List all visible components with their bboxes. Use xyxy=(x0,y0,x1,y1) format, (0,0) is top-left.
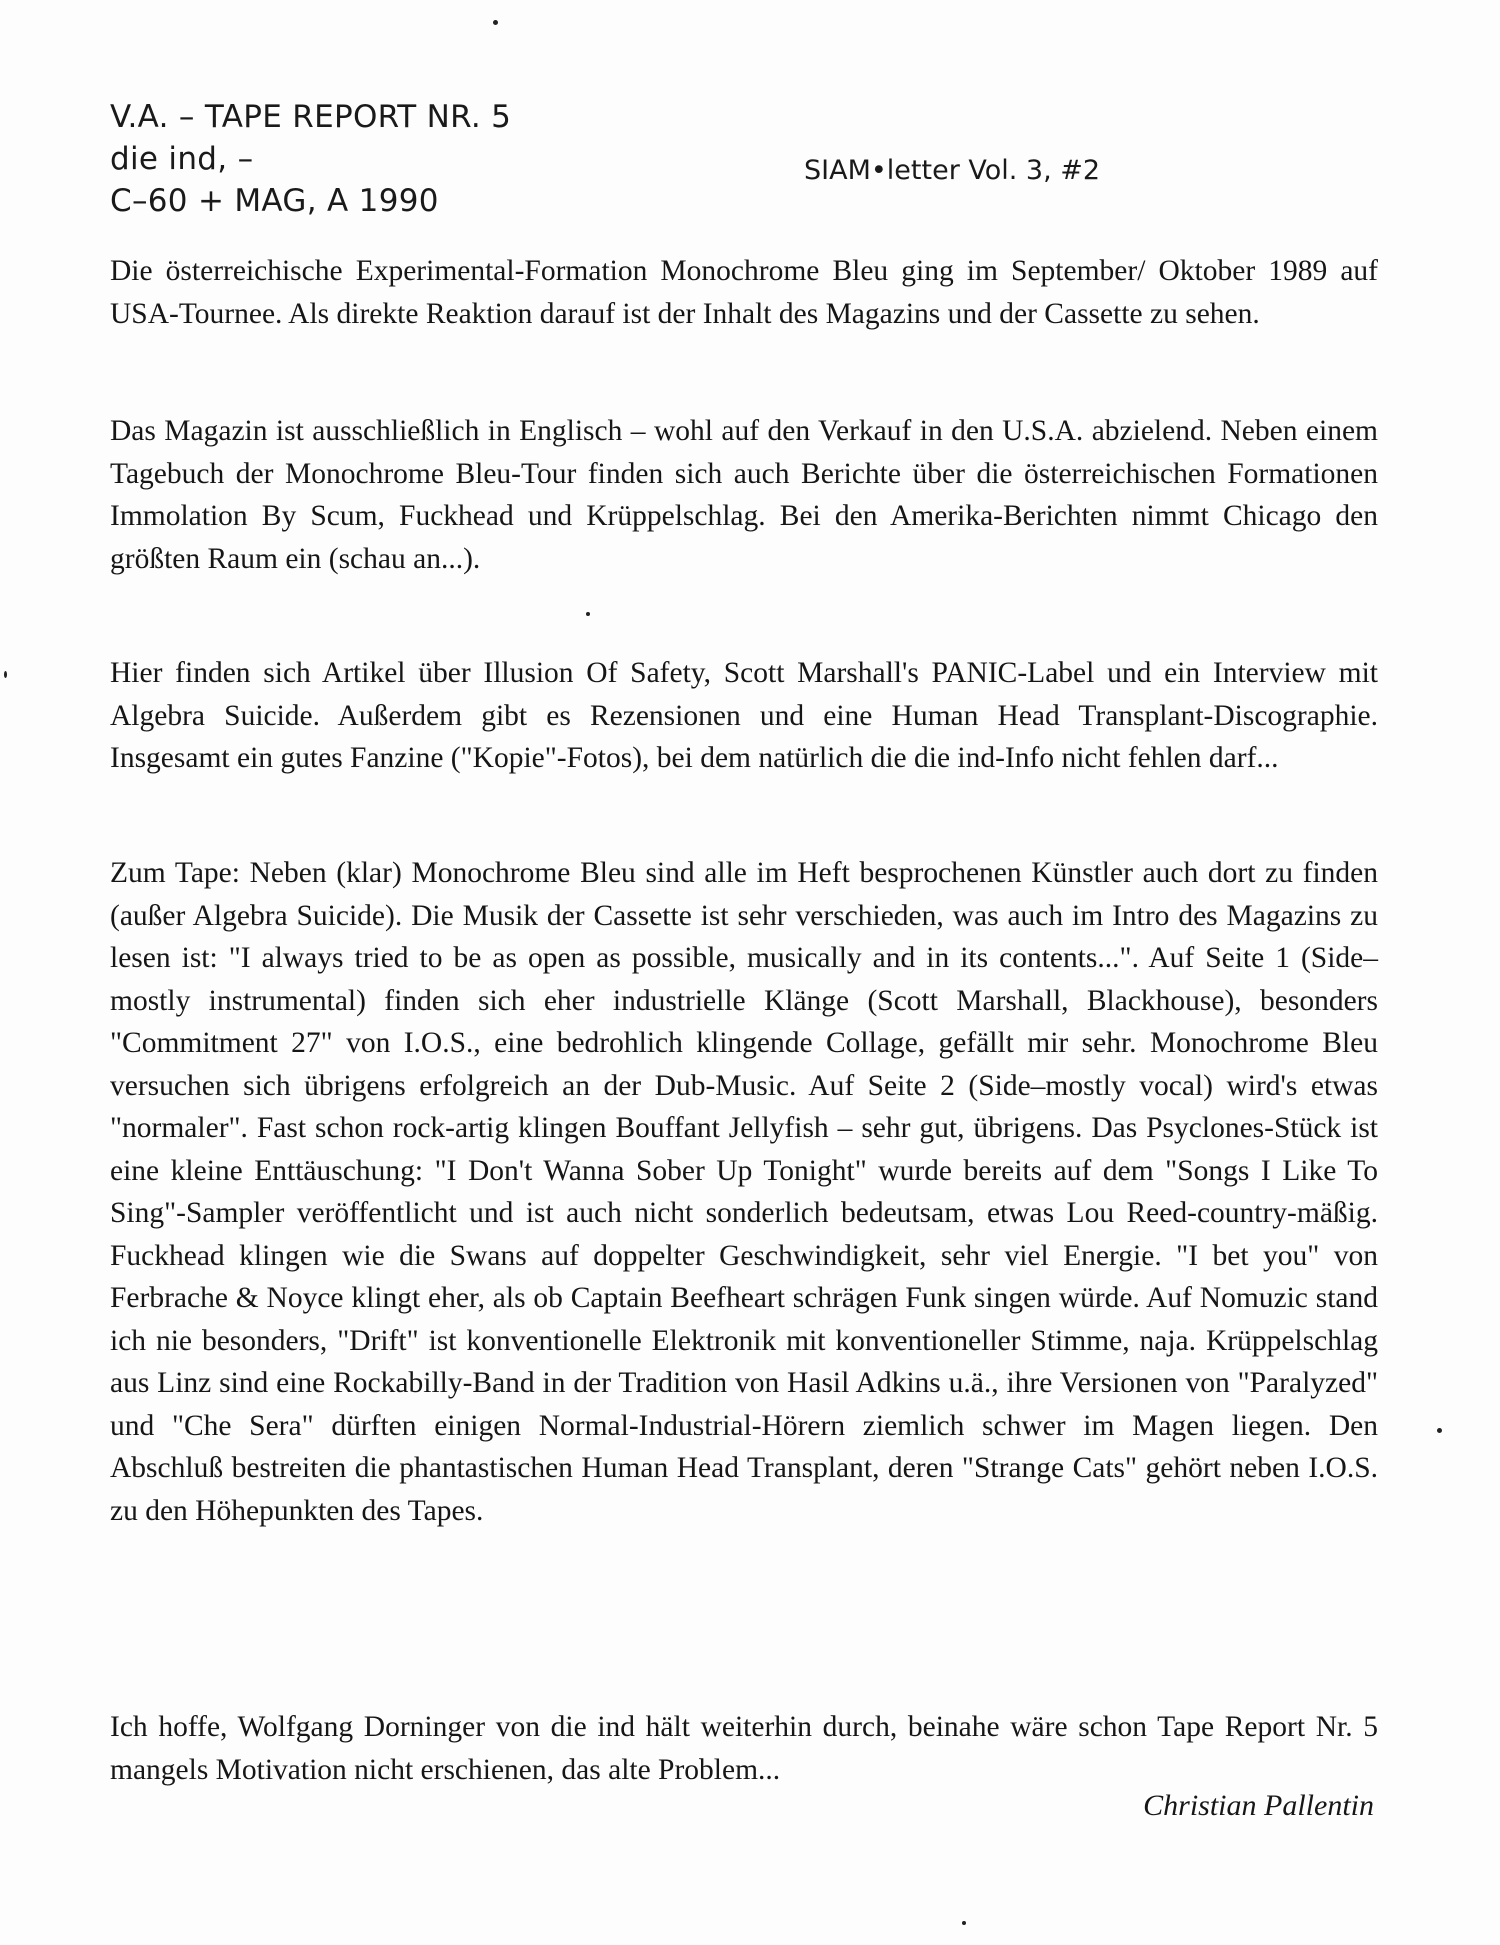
paragraph-intro: Die österreichische Experimental-Formation Monochrome Bleu ging im September/ Oktober 1989 auf USA-Tournee. Als direkte Reaktion darauf ist der Inhalt des Magazins und der Cassette zu sehen. xyxy=(110,255,1378,330)
review-format: C–60 + MAG, A 1990 xyxy=(110,183,439,219)
dust-speck xyxy=(4,671,7,678)
dust-speck xyxy=(962,1921,966,1925)
dust-speck xyxy=(586,612,590,616)
paragraph-closing: Ich hoffe, Wolfgang Dorninger von die ind hält weiterhin durch, beinahe wäre schon Tape Report Nr. 5 mangels Motivation nicht erschienen, das alte Problem... xyxy=(110,1711,1378,1786)
paragraph-magazine: Das Magazin ist ausschließlich in Englisch – wohl auf den Verkauf in den U.S.A. abzielend. Neben einem Tagebuch der Monochrome Bleu-Tour finden sich auch Berichte über die österreichischen Formationen Immolation By Scum, Fuckhead und Krüppelschlag. Bei den Amerika-Berichten nimmt Chicago den größten Raum ein (schau an...). xyxy=(110,415,1378,575)
review-label: die ind, – xyxy=(110,141,254,177)
author-signature: Christian Pallentin xyxy=(1143,1789,1374,1822)
paragraph-tape: Zum Tape: Neben (klar) Monochrome Bleu sind alle im Heft besprochenen Künstler auch dort zu finden (außer Algebra Suicide). Die Musik der Cassette ist sehr verschieden, was auch im Intro des Magazins zu lesen ist: "I always tried to be as open as possible, musically and in its contents...". Auf Seite 1 (Side–mostly instrumental) finden sich eher industrielle Klänge (Scott Marshall, Blackhouse), besonders "Commitment 27" von I.O.S., eine bedrohlich klingende Collage, gefällt mir sehr. Monochrome Bleu versuchen sich übrigens erfolgreich an der Dub-Music. Auf Seite 2 (Side–mostly vocal) wird's etwas "normaler". Fast schon rock-artig klingen Bouffant Jellyfish – sehr gut, übrigens. Das Psyclones-Stück ist eine kleine Enttäuschung: "I Don't Wanna Sober Up Tonight" wurde bereits auf dem "Songs I Like To Sing"-Sampler veröffentlicht und ist auch nicht sonderlich bedeutsam, etwas Lou Reed-country-mäßig. Fuckhead klingen wie die Swans auf doppelter Geschwindigkeit, sehr viel Energie. "I bet you" von Ferbrache & Noyce klingt eher, als ob Captain Beefheart schrägen Funk singen würde. Auf Nomuzic stand ich nie besonders, "Drift" ist konventionelle Elektronik mit konventioneller Stimme, naja. Krüppelschlag aus Linz sind eine Rockabilly-Band in der Tradition von Hasil Adkins u.ä., ihre Versionen von "Paralyzed" und "Che Sera" dürften einigen Normal-Industrial-Hörern ziemlich schwer im Magen liegen. Den Abschluß bestreiten die phantastischen Human Head Transplant, deren "Strange Cats" gehört neben I.O.S. zu den Höhepunkten des Tapes. xyxy=(110,857,1378,1527)
dust-speck xyxy=(1437,1428,1442,1433)
review-title: V.A. – TAPE REPORT NR. 5 xyxy=(110,99,512,135)
review-title-block xyxy=(110,96,511,222)
dust-speck xyxy=(493,20,498,25)
source-citation: SIAM•letter Vol. 3, #2 xyxy=(804,155,1101,186)
paragraph-articles: Hier finden sich Artikel über Illusion Of Safety, Scott Marshall's PANIC-Label und ein Interview mit Algebra Suicide. Außerdem gibt es Rezensionen und eine Human Head Transplant-Discographie. Insgesamt ein gutes Fanzine ("Kopie"-Fotos), bei dem natürlich die die ind-Info nicht fehlen darf... xyxy=(110,657,1378,774)
